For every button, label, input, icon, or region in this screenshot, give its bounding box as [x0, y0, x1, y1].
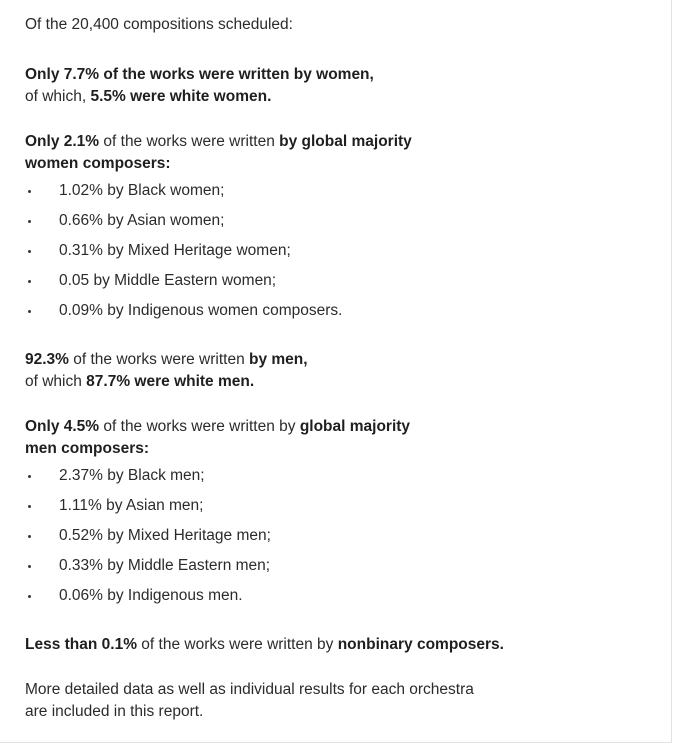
men-total-label: by men,: [249, 351, 308, 368]
gm-women-percent: Only 2.1%: [25, 133, 100, 150]
list-item: [25, 521, 655, 551]
gm-men-list: [25, 461, 655, 611]
bullet-icon: [28, 280, 31, 283]
intro-text: Of the 20,400 compositions scheduled:: [25, 16, 293, 33]
gm-women-composers: women composers:: [25, 155, 171, 172]
white-women-bold: 5.5% were white women.: [90, 88, 272, 105]
list-item: [25, 236, 655, 266]
list-item: [25, 461, 655, 491]
gm-men-line1: [25, 416, 655, 438]
bullet-icon: [28, 535, 31, 538]
women-total-section: [25, 64, 655, 108]
gm-men-composers: men composers:: [25, 440, 150, 457]
men-total-line1: [25, 349, 655, 371]
nonbinary-mid: of the works were written by: [137, 636, 338, 653]
gm-men-label: global majority: [299, 418, 411, 435]
list-item-text: 0.09% by Indigenous women composers.: [59, 302, 343, 319]
gm-women-section: [25, 131, 655, 326]
men-total-prefix: of which: [25, 373, 87, 390]
bullet-icon: [28, 250, 31, 253]
gm-men-percent: Only 4.5%: [25, 418, 100, 435]
bullet-icon: [28, 220, 31, 223]
report-summary: [25, 14, 655, 723]
list-item: [25, 266, 655, 296]
men-total-section: [25, 349, 655, 393]
nonbinary-section: [25, 634, 655, 656]
nonbinary-label: nonbinary composers.: [337, 636, 504, 653]
bullet-icon: [28, 190, 31, 193]
footer-note: [25, 679, 655, 723]
gm-women-line2: [25, 153, 655, 175]
men-total-mid: of the works were written: [68, 351, 249, 368]
list-item-text: 1.11% by Asian men;: [59, 497, 204, 514]
list-item: [25, 551, 655, 581]
list-item-text: 0.33% by Middle Eastern men;: [59, 557, 271, 574]
list-item: [25, 581, 655, 611]
gm-women-list: [25, 176, 655, 326]
list-item: [25, 206, 655, 236]
list-item-text: 2.37% by Black men;: [59, 467, 205, 484]
men-total-percent: 92.3%: [25, 351, 69, 368]
list-item-text: 0.05 by Middle Eastern women;: [59, 272, 277, 289]
list-item: [25, 296, 655, 326]
nonbinary-line: [25, 634, 655, 656]
men-total-line2: [25, 371, 655, 393]
women-total-bold: Only 7.7% of the works were written by women,: [25, 66, 374, 83]
list-item-text: 1.02% by Black women;: [59, 182, 225, 199]
gm-men-section: [25, 416, 655, 611]
bullet-icon: [28, 595, 31, 598]
list-item-text: 0.31% by Mixed Heritage women;: [59, 242, 291, 259]
nonbinary-percent: Less than 0.1%: [25, 636, 137, 653]
list-item: [25, 176, 655, 206]
list-item: [25, 491, 655, 521]
women-total-line2: [25, 86, 655, 108]
white-men-bold: 87.7% were white men.: [86, 373, 255, 390]
bullet-icon: [28, 505, 31, 508]
women-total-prefix: of which,: [25, 88, 91, 105]
list-item-text: 0.06% by Indigenous men.: [59, 587, 243, 604]
women-total-line1: [25, 64, 655, 86]
bullet-icon: [28, 565, 31, 568]
gm-men-mid: of the works were written by: [99, 418, 300, 435]
gm-women-mid: of the works were written: [99, 133, 280, 150]
list-item-text: 0.52% by Mixed Heritage men;: [59, 527, 271, 544]
list-item-text: 0.66% by Asian women;: [59, 212, 225, 229]
footer-line2: are included in this report.: [25, 703, 204, 720]
bullet-icon: [28, 310, 31, 313]
gm-women-label: by global majority: [279, 133, 412, 150]
gm-men-line2: [25, 438, 655, 460]
bullet-icon: [28, 475, 31, 478]
footer-line1: More detailed data as well as individual results for each orchestra: [25, 681, 474, 698]
gm-women-line1: [25, 131, 655, 153]
